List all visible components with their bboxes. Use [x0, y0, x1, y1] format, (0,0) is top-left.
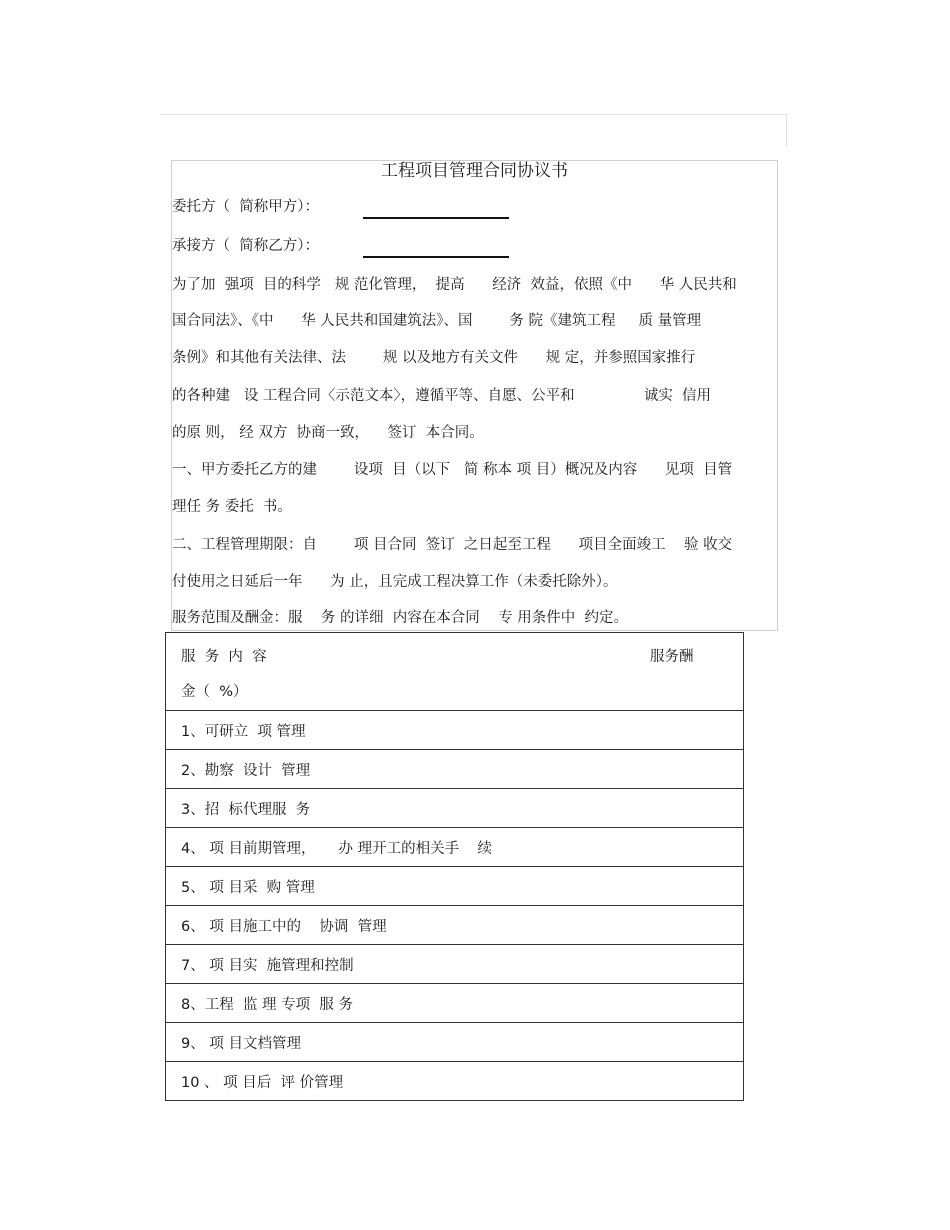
header-service-fee-unit: 金（ %） — [181, 684, 248, 700]
clause-one-line: 一、甲方委托乙方的建 设项 目（以下 简 称本 项 目）概况及内容 见项 目管 — [172, 462, 733, 478]
table-row — [166, 1061, 743, 1100]
party-b-signature-line[interactable] — [363, 256, 509, 258]
table-cell: 4、 项 目前期管理， 办 理开工的相关手 续 — [181, 841, 493, 857]
table-cell: 7、 项 目实 施管理和控制 — [181, 958, 354, 974]
paragraph-line: 的原 则， 经 双方 协商一致， 签订 本合同。 — [172, 425, 484, 441]
table-cell: 2、勘察 设计 管理 — [181, 763, 311, 779]
page-top-rule-end — [786, 114, 787, 146]
table-row — [166, 983, 743, 1022]
table-cell: 10 、 项 目后 评 价管理 — [181, 1075, 344, 1091]
table-row — [166, 788, 743, 827]
page-top-rule — [160, 114, 786, 115]
table-row — [166, 944, 743, 983]
service-fee-table — [165, 632, 744, 1101]
service-scope-line: 服务范围及酬金：服 务 的详细 内容在本合同 专 用条件中 约定。 — [172, 610, 629, 626]
table-header-row — [166, 633, 743, 710]
party-a-label: 委托方（ 简称甲方）： — [172, 199, 319, 215]
clause-one-line: 理任 务 委托 书。 — [172, 499, 292, 515]
table-row — [166, 866, 743, 905]
paragraph-line: 国合同法》、《中 华 人民共和国建筑法》、国 务 院《建筑工程 质 量管理 — [172, 313, 702, 329]
paragraph-line: 的各种建 设 工程合同〈示范文本〉，遵循平等、自愿、公平和 诚实 信用 — [172, 388, 712, 404]
table-row — [166, 905, 743, 944]
table-row — [166, 710, 743, 749]
clause-two-line: 二、工程管理期限：自 项 目合同 签订 之日起至工程 项目全面竣工 验 收交 — [172, 537, 733, 553]
table-row — [166, 1022, 743, 1061]
table-cell: 6、 项 目施工中的 协调 管理 — [181, 919, 387, 935]
table-cell: 1、可研立 项 管理 — [181, 724, 306, 740]
table-cell: 9、 项 目文档管理 — [181, 1036, 301, 1052]
header-service-content: 服 务 内 容 — [181, 649, 267, 665]
table-cell: 5、 项 目采 购 管理 — [181, 880, 315, 896]
party-b-label: 承接方（ 简称乙方）： — [172, 238, 319, 254]
clause-two-line: 付使用之日延后一年 为 止，且完成工程决算工作（未委托除外）。 — [172, 574, 618, 590]
table-cell: 8、工程 监 理 专项 服 务 — [181, 997, 353, 1013]
table-row — [166, 749, 743, 788]
paragraph-line: 为了加 强项 目的科学 规 范化管理， 提高 经济 效益，依照《中 华 人民共和 — [172, 277, 737, 293]
paragraph-line: 条例》和其他有关法律、法 规 以及地方有关文件 规 定，并参照国家推行 — [172, 350, 696, 366]
table-row — [166, 827, 743, 866]
table-cell: 3、招 标代理服 务 — [181, 802, 311, 818]
document-title: 工程项目管理合同协议书 — [381, 161, 568, 181]
party-a-signature-line[interactable] — [363, 217, 509, 219]
header-service-fee: 服务酬 — [650, 649, 694, 665]
